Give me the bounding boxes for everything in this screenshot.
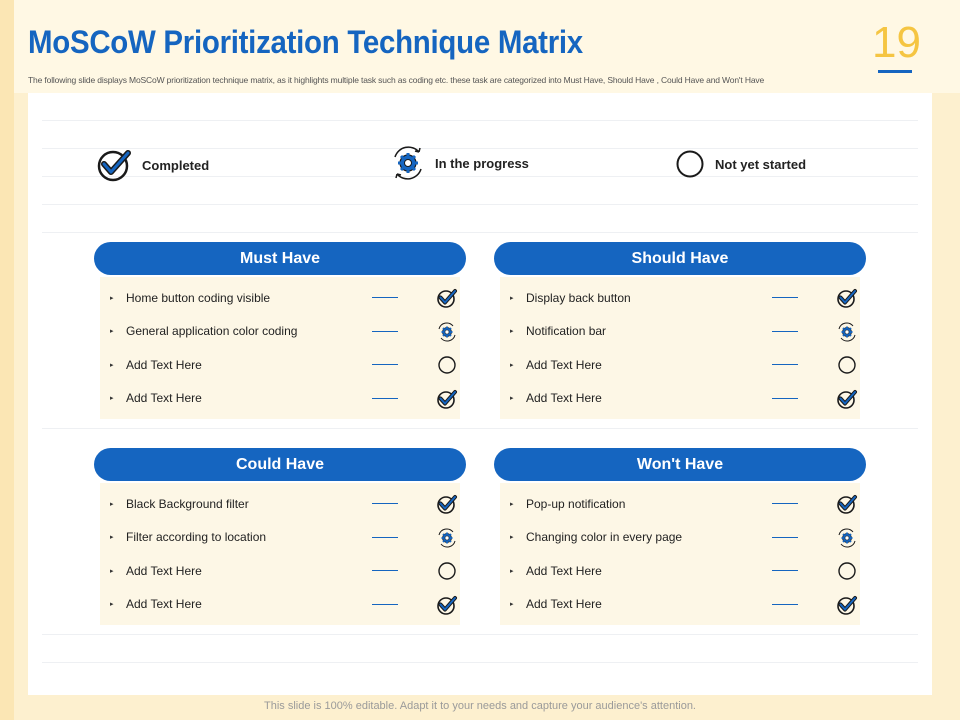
check-circle-icon xyxy=(436,595,458,615)
connector-line xyxy=(372,331,398,332)
legend-not-started-label: Not yet started xyxy=(715,156,807,172)
list-item xyxy=(500,281,860,315)
grid-line xyxy=(42,204,918,205)
list-item-label: Pop-up notification xyxy=(526,496,626,511)
page-title: MoSCoW Prioritization Technique Matrix xyxy=(28,24,583,60)
bullet-arrow-icon: ▸ xyxy=(110,361,114,369)
bullet-arrow-icon: ▸ xyxy=(510,601,514,609)
connector-line xyxy=(372,364,398,365)
list-item xyxy=(500,315,860,349)
bullet-arrow-icon: ▸ xyxy=(110,601,114,609)
card-title: Won't Have xyxy=(494,448,866,481)
list-item-label: Add Text Here xyxy=(126,391,202,406)
check-circle-icon xyxy=(836,288,858,308)
card-list xyxy=(100,483,460,625)
bullet-arrow-icon: ▸ xyxy=(110,294,114,302)
card-title: Should Have xyxy=(494,242,866,275)
check-circle-icon xyxy=(436,389,458,409)
grid-line xyxy=(42,428,918,429)
card-list xyxy=(500,277,860,419)
gear-progress-icon xyxy=(836,322,858,342)
legend-in-progress-label: In the progress xyxy=(435,155,529,171)
connector-line xyxy=(772,537,798,538)
page-subtitle: The following slide displays MoSCoW prioritization technique matrix, as it highlights multiple task such as coding etc. these task are categorized into Must Have, Should Have , Could Have and Won't Have xyxy=(28,75,765,85)
page-number-underline xyxy=(878,70,912,73)
gear-progress-icon xyxy=(436,322,458,342)
empty-circle-icon xyxy=(436,561,458,581)
list-item xyxy=(100,554,460,588)
list-item-label: Display back button xyxy=(526,290,631,305)
card-wont-have xyxy=(494,448,866,625)
gear-progress-icon xyxy=(389,145,427,181)
list-item-label: Add Text Here xyxy=(126,597,202,612)
connector-line xyxy=(372,398,398,399)
check-circle-icon xyxy=(836,389,858,409)
list-item-label: Add Text Here xyxy=(526,391,602,406)
bullet-arrow-icon: ▸ xyxy=(510,294,514,302)
bullet-arrow-icon: ▸ xyxy=(110,328,114,336)
legend-completed xyxy=(96,148,209,182)
list-item-label: Add Text Here xyxy=(526,563,602,578)
left-accent-bar xyxy=(0,0,14,720)
list-item xyxy=(100,315,460,349)
list-item xyxy=(500,521,860,555)
bullet-arrow-icon: ▸ xyxy=(110,567,114,575)
list-item xyxy=(100,382,460,416)
bullet-arrow-icon: ▸ xyxy=(510,395,514,403)
list-item xyxy=(500,382,860,416)
list-item-label: Home button coding visible xyxy=(126,290,271,305)
legend-in-progress xyxy=(389,145,529,181)
bullet-arrow-icon: ▸ xyxy=(510,534,514,542)
card-could-have xyxy=(94,448,466,625)
check-circle-icon xyxy=(436,494,458,514)
bullet-arrow-icon: ▸ xyxy=(110,534,114,542)
footer-note: This slide is 100% editable. Adapt it to your needs and capture your audience's attention. xyxy=(264,700,696,712)
list-item xyxy=(500,487,860,521)
card-list xyxy=(100,277,460,419)
grid-line xyxy=(42,662,918,663)
connector-line xyxy=(372,570,398,571)
list-item xyxy=(500,348,860,382)
connector-line xyxy=(372,604,398,605)
connector-line xyxy=(372,537,398,538)
list-item-label: Add Text Here xyxy=(126,563,202,578)
connector-line xyxy=(772,503,798,504)
connector-line xyxy=(772,297,798,298)
bullet-arrow-icon: ▸ xyxy=(110,500,114,508)
empty-circle-icon xyxy=(436,355,458,375)
empty-circle-icon xyxy=(675,149,705,179)
check-circle-icon xyxy=(836,595,858,615)
list-item xyxy=(100,281,460,315)
bullet-arrow-icon: ▸ xyxy=(510,567,514,575)
grid-line xyxy=(42,634,918,635)
connector-line xyxy=(772,364,798,365)
list-item xyxy=(100,521,460,555)
card-should-have xyxy=(494,242,866,419)
list-item-label: Black Background filter xyxy=(126,496,249,511)
list-item-label: Add Text Here xyxy=(526,357,602,372)
check-circle-icon xyxy=(836,494,858,514)
list-item-label: Add Text Here xyxy=(126,357,202,372)
connector-line xyxy=(772,604,798,605)
check-circle-icon xyxy=(96,148,132,182)
card-list xyxy=(500,483,860,625)
connector-line xyxy=(372,297,398,298)
legend-not-started xyxy=(675,149,806,179)
bullet-arrow-icon: ▸ xyxy=(110,395,114,403)
empty-circle-icon xyxy=(836,561,858,581)
gear-progress-icon xyxy=(836,528,858,548)
connector-line xyxy=(772,570,798,571)
list-item-label: Filter according to location xyxy=(126,530,267,545)
grid-line xyxy=(42,232,918,233)
card-must-have xyxy=(94,242,466,419)
list-item xyxy=(100,348,460,382)
bullet-arrow-icon: ▸ xyxy=(510,500,514,508)
check-circle-icon xyxy=(436,288,458,308)
empty-circle-icon xyxy=(836,355,858,375)
bullet-arrow-icon: ▸ xyxy=(510,328,514,336)
legend-completed-label: Completed xyxy=(142,157,210,173)
list-item-label: General application color coding xyxy=(126,324,298,339)
card-title: Could Have xyxy=(94,448,466,481)
gear-progress-icon xyxy=(436,528,458,548)
list-item-label: Changing color in every page xyxy=(526,530,683,545)
bullet-arrow-icon: ▸ xyxy=(510,361,514,369)
card-title: Must Have xyxy=(94,242,466,275)
connector-line xyxy=(372,503,398,504)
page-number: 19 xyxy=(872,18,921,67)
grid-line xyxy=(42,120,918,121)
list-item xyxy=(100,487,460,521)
list-item xyxy=(100,588,460,622)
connector-line xyxy=(772,398,798,399)
list-item xyxy=(500,588,860,622)
connector-line xyxy=(772,331,798,332)
list-item-label: Notification bar xyxy=(526,324,607,339)
list-item-label: Add Text Here xyxy=(526,597,602,612)
list-item xyxy=(500,554,860,588)
